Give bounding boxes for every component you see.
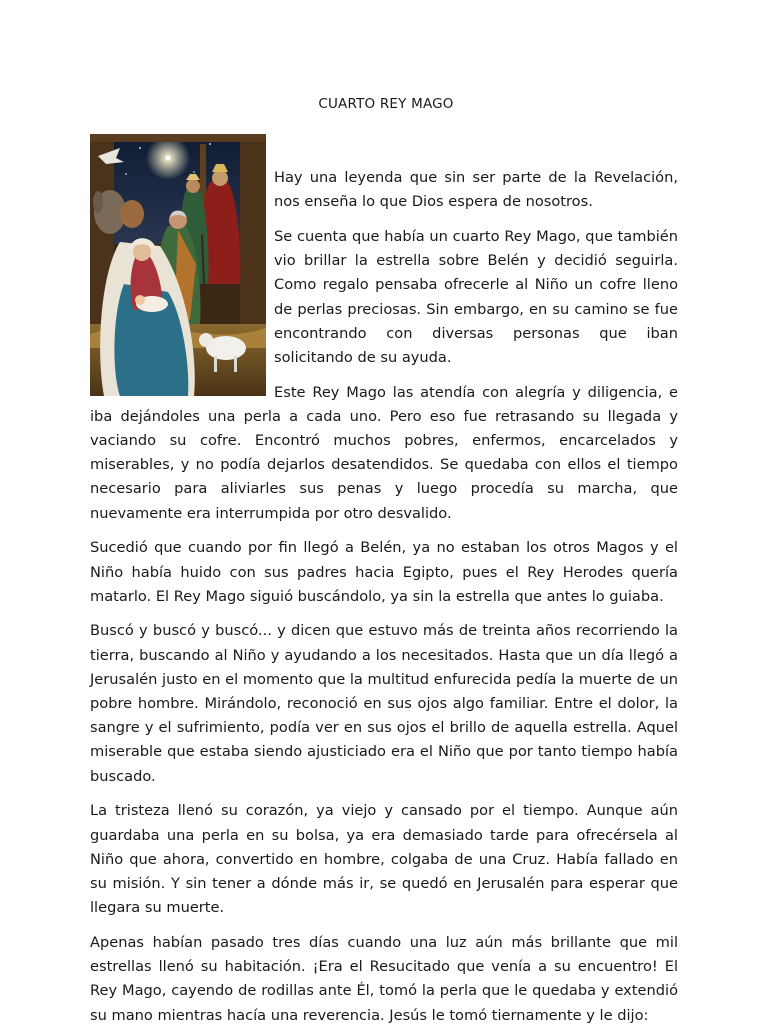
paragraph: La tristeza llenó su corazón, ya viejo y cansado por el tiempo. Aunque aún guardaba una perla en su bolsa, ya era demasiado tarde para ofrecérsela al Niño que ahora, convertido en hombre, colgaba de una Cruz. Había fallado en su misión. Y sin tener a dónde más ir, se quedó en Jerusalén para esperar que llegara su muerte.	[90, 802, 678, 917]
paragraph: Sucedió que cuando por fin llegó a Belén, ya no estaban los otros Magos y el Niño había huido con sus padres hacia Egipto, pues el Rey Herodes quería matarlo. El Rey Mago siguió buscándolo, ya sin la estrella que antes lo guiaba.	[90, 539, 678, 605]
paragraph: Se cuenta que había un cuarto Rey Mago, que también vio brillar la estrella sobre Belén y decidió seguirla. Como regalo pensaba ofrecerle al Niño un cofre lleno de perlas preciosas. Sin embargo, en su camino se fue encontrando con diversas personas que iban solicitando de su ayuda.	[274, 227, 678, 366]
paragraph: Apenas habían pasado tres días cuando una luz aún más brillante que mil estrellas llenó su habitación. ¡Era el Resucitado que venía a su encuentro! El Rey Mago, cayendo de rodillas ante Él, tomó la perla que le quedaba y extendió su mano mientras hacía una reverencia. Jesús le tomó tiernamente y le dijo:	[90, 933, 678, 1024]
paragraph: Buscó y buscó y buscó... y dicen que estuvo más de treinta años recorriendo la tierra, buscando al Niño y ayudando a los necesitados. Hasta que un día llegó a Jerusalén justo en el momento que la multitud enfurecida pedía la muerte de un pobre hombre. Mirándolo, reconoció en sus ojos algo familiar. Entre el dolor, la sangre y el sufrimiento, podía ver en sus ojos el brillo de aquella estrella. Aquel miserable que estaba siendo ajusticiado era el Niño que por tanto tiempo había buscado.	[90, 622, 678, 785]
nativity-illustration	[90, 134, 266, 396]
page-title: CUARTO REY MAGO	[318, 96, 454, 112]
paragraph: Hay una leyenda que sin ser parte de la Revelación, nos enseña lo que Dios espera de nosotros.	[274, 169, 678, 211]
paragraph: Este Rey Mago las atendía con alegría y diligencia, e iba dejándoles una perla a cada uno. Pero eso fue retrasando su llegada y vaciando su cofre. Encontró muchos pobres, enfermos, encarcelados y miserables, y no podía dejarlos desatendidos. Se quedaba con ellos el tiempo necesario para aliviarles sus penas y luego procedía su marcha, que nuevamente era interrumpida por otro desvalido.	[90, 383, 678, 522]
